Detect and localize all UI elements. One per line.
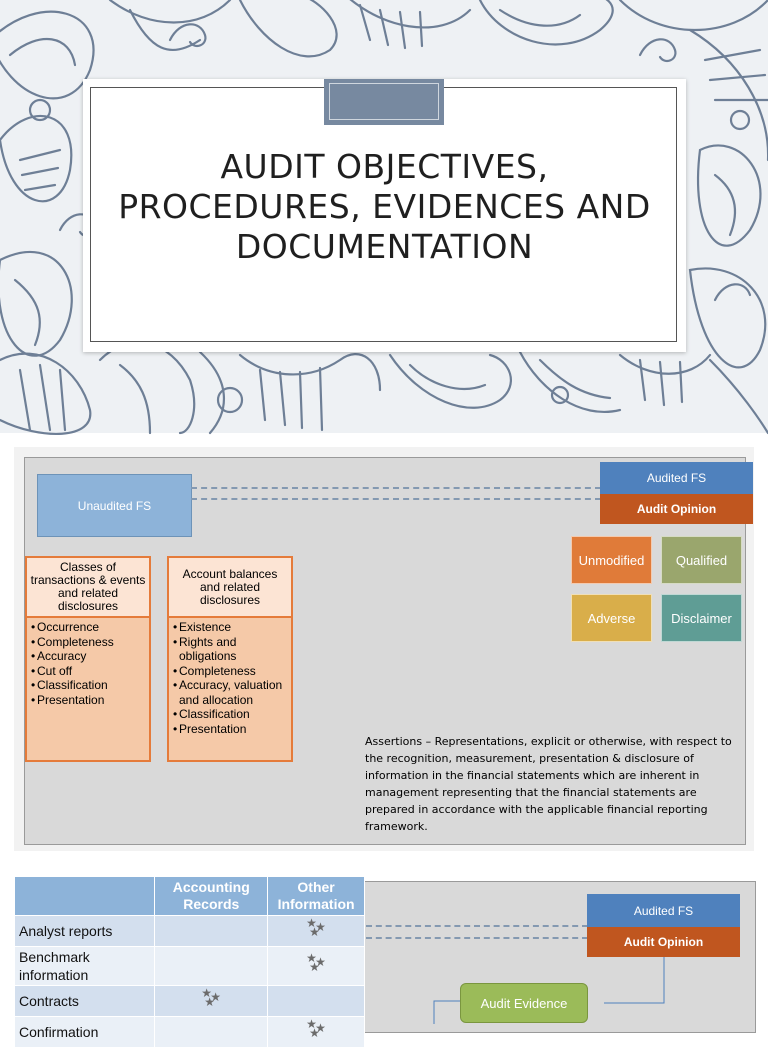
list-item: • Rights and obligations — [172, 635, 289, 664]
assertions-definition: Assertions – Representations, explicit or otherwise, with respect to the recognition, measurement, presentation & disclosure of information in the financial statements which are inherent in management representing that the financial statements are prepared in accordance with the applicable financial reporting framework. — [365, 735, 732, 833]
table-header-other-information: Other Information — [268, 877, 365, 916]
slide-title-line-3: DOCUMENTATION — [235, 227, 534, 266]
opinion-disclaimer: Disclaimer — [661, 594, 742, 642]
table-row — [15, 916, 365, 947]
title-tab-decoration — [324, 79, 444, 125]
list-item: • Completeness — [172, 664, 289, 679]
list-item: • Occurrence — [30, 620, 147, 635]
empty-cell — [268, 986, 365, 1017]
slide-title-line-2: PROCEDURES, EVIDENCES AND — [118, 187, 651, 226]
dashed-connector-top — [191, 487, 601, 489]
transactions-heading: Classes of transactions & events and related disclosures — [27, 558, 149, 618]
list-item: • Presentation — [30, 693, 147, 708]
star-icon-cell — [268, 916, 365, 947]
evidence-source-label: Contracts — [15, 986, 155, 1017]
evidence-source-label: Analyst reports — [15, 916, 155, 947]
title-slide — [0, 0, 768, 433]
table-header-accounting-records: Accounting Records — [155, 877, 268, 916]
unaudited-fs-box: Unaudited FS — [37, 474, 192, 537]
transactions-assertions — [25, 556, 151, 762]
list-item: • Classification — [172, 707, 289, 722]
table-row — [15, 947, 365, 986]
list-item: • Existence — [172, 620, 289, 635]
assertions-slide — [14, 447, 754, 851]
transactions-list — [27, 618, 149, 707]
star-icon: ★ ★ ★ — [306, 916, 325, 939]
list-item: • Cut off — [30, 664, 147, 679]
list-item: • Accuracy — [30, 649, 147, 664]
balances-heading: Account balances and related disclosures — [169, 558, 291, 618]
empty-cell — [155, 1017, 268, 1048]
slide-title-line-1: AUDIT OBJECTIVES, — [220, 147, 549, 186]
dashed-connector-bottom — [191, 498, 601, 500]
empty-cell — [155, 916, 268, 947]
assertions-canvas — [24, 457, 746, 845]
star-icon-cell — [268, 947, 365, 986]
list-item: • Presentation — [172, 722, 289, 737]
slide-title — [83, 147, 686, 267]
star-icon: ★ ★ ★ — [306, 1017, 325, 1040]
title-card — [83, 79, 686, 352]
balances-assertions — [167, 556, 293, 762]
evidence-source-table — [14, 876, 365, 1048]
opinion-qualified: Qualified — [661, 536, 742, 584]
star-icon: ★ ★ ★ — [201, 986, 221, 1009]
audited-fs-box: Audited FS — [600, 462, 753, 494]
evidence-source-label: Confirmation — [15, 1017, 155, 1048]
audit-opinion-box: Audit Opinion — [587, 927, 740, 957]
table-row — [15, 986, 365, 1017]
table-row — [15, 1017, 365, 1048]
list-item: • Accuracy, valuation and allocation — [172, 678, 289, 707]
table-header-blank — [15, 877, 155, 916]
evidence-slide — [14, 873, 754, 1040]
opinion-adverse: Adverse — [571, 594, 652, 642]
evidence-source-label: Benchmark information — [15, 947, 155, 986]
audited-fs-box: Audited FS — [587, 894, 740, 927]
list-item: • Classification — [30, 678, 147, 693]
empty-cell — [155, 947, 268, 986]
star-icon-cell — [155, 986, 268, 1017]
audit-evidence-box: Audit Evidence — [460, 983, 588, 1023]
opinion-unmodified: Unmodified — [571, 536, 652, 584]
list-item: • Completeness — [30, 635, 147, 650]
star-icon-cell — [268, 1017, 365, 1048]
star-icon: ★ ★ ★ — [306, 951, 325, 974]
balances-list — [169, 618, 291, 736]
audit-opinion-box: Audit Opinion — [600, 494, 753, 524]
